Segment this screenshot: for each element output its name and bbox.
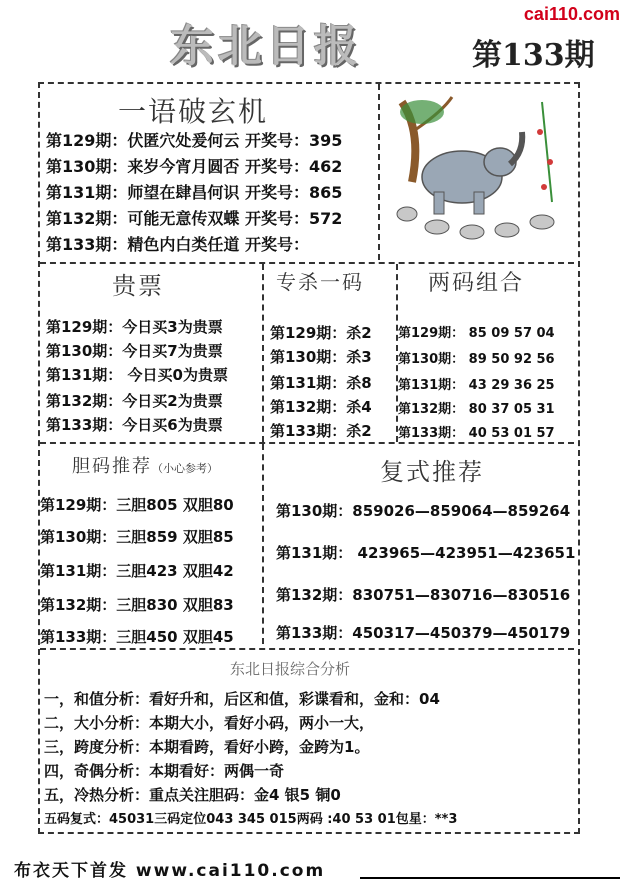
- analysis-row: 五，冷热分析：重点关注胆码：金4 银5 铜0: [44, 786, 341, 804]
- flower-icon: [537, 129, 543, 135]
- gui-piao-row: 第130期：今日买7为贵票: [46, 342, 223, 360]
- stone-icon: [397, 207, 417, 221]
- gui-piao-row: 第132期：今日买2为贵票: [46, 392, 223, 410]
- analysis-row: 四，奇偶分析：本期看好：两偶一奇: [44, 762, 285, 780]
- riddle-row: 第132期：可能无意传双蝶 开奖号：572: [46, 209, 343, 228]
- analysis-row: 二，大小分析：本期大小，看好小码，两小一大，: [44, 714, 375, 732]
- liang-ma-row: 第133期： 40 53 01 57: [398, 426, 555, 441]
- zhuan-sha-row: 第129期：杀2: [270, 324, 372, 342]
- liang-ma-row: 第130期： 89 50 92 56: [398, 352, 555, 367]
- riddle-row: 第133期：精色内白类任道 开奖号：: [46, 235, 309, 254]
- dan-ma-row: 第132期：三胆830 双胆83: [40, 596, 234, 614]
- issue-number: 第133期: [472, 38, 595, 73]
- gui-piao-title: 贵票: [112, 272, 164, 300]
- dan-ma-row: 第131期：三胆423 双胆42: [40, 562, 234, 580]
- footer-rule: [360, 877, 620, 879]
- dan-ma-row: 第133期：三胆450 双胆45: [40, 628, 234, 646]
- leaves-icon: [400, 100, 444, 124]
- liang-ma-row: 第132期： 80 37 05 31: [398, 402, 555, 417]
- riddle-row: 第131期：师望在肆昌何识 开奖号：865: [46, 183, 343, 202]
- liang-ma-title: 两码组合: [428, 271, 525, 296]
- analysis-row: 三，跨度分析：本期看跨，看好小跨，金跨为1。: [44, 738, 370, 756]
- analysis-row: 五码复式：45031三码定位043 345 015两码 :40 53 01包星：**3: [44, 812, 458, 827]
- fu-shi-title: 复式推荐: [380, 458, 484, 486]
- gui-piao-row: 第129期：今日买3为贵票: [46, 318, 223, 336]
- analysis-title: 东北日报综合分析: [230, 660, 351, 678]
- column-divider: [262, 264, 264, 442]
- riddle-row: 第130期：来岁今宵月圆否 开奖号：462: [46, 157, 343, 176]
- dan-ma-title: [72, 452, 218, 478]
- dan-ma-row: 第129期：三胆805 双胆80: [40, 496, 234, 514]
- liang-ma-row: 第131期： 43 29 36 25: [398, 378, 555, 393]
- fu-shi-row: 第130期：859026—859064—859264: [276, 502, 571, 520]
- fu-shi-row: 第131期： 423965—423951—423651: [276, 544, 576, 562]
- band-divider: [40, 648, 574, 650]
- analysis-row: 一，和值分析：看好升和，后区和值，彩谍看和，金和：04: [44, 690, 440, 708]
- zhuan-sha-row: 第132期：杀4: [270, 398, 372, 416]
- fu-shi-row: 第133期：450317—450379—450179: [276, 624, 571, 642]
- zhuan-sha-row: 第131期：杀8: [270, 374, 372, 392]
- band-divider: [40, 262, 574, 264]
- gui-piao-row: 第131期： 今日买0为贵票: [46, 366, 228, 384]
- site-watermark: cai110.com: [523, 4, 620, 24]
- elephant-illustration: [392, 92, 570, 252]
- masthead-title: 东北日报: [170, 21, 362, 72]
- liang-ma-row: 第129期： 85 09 57 04: [398, 326, 555, 341]
- zhuan-sha-title: 专杀一码: [276, 270, 364, 294]
- fu-shi-row: 第132期：830751—830716—830516: [276, 586, 571, 604]
- riddle-row: 第129期：伏匿穴处爰何云 开奖号：395: [46, 131, 343, 150]
- footer-text: 布衣天下首发 www.cai110.com: [14, 861, 326, 881]
- zhuan-sha-row: 第133期：杀2: [270, 422, 372, 440]
- riddle-title: 一语破玄机: [118, 95, 269, 128]
- riddle-divider: [378, 84, 380, 260]
- dan-ma-row: 第130期：三胆859 双胆85: [40, 528, 234, 546]
- zhuan-sha-row: 第130期：杀3: [270, 348, 372, 366]
- gui-piao-row: 第133期：今日买6为贵票: [46, 416, 223, 434]
- column-divider: [262, 444, 264, 644]
- dan-ma-title-text: 胆码推荐: [72, 456, 152, 477]
- dan-ma-note: （小心参考）: [152, 462, 218, 475]
- band-divider: [40, 442, 574, 444]
